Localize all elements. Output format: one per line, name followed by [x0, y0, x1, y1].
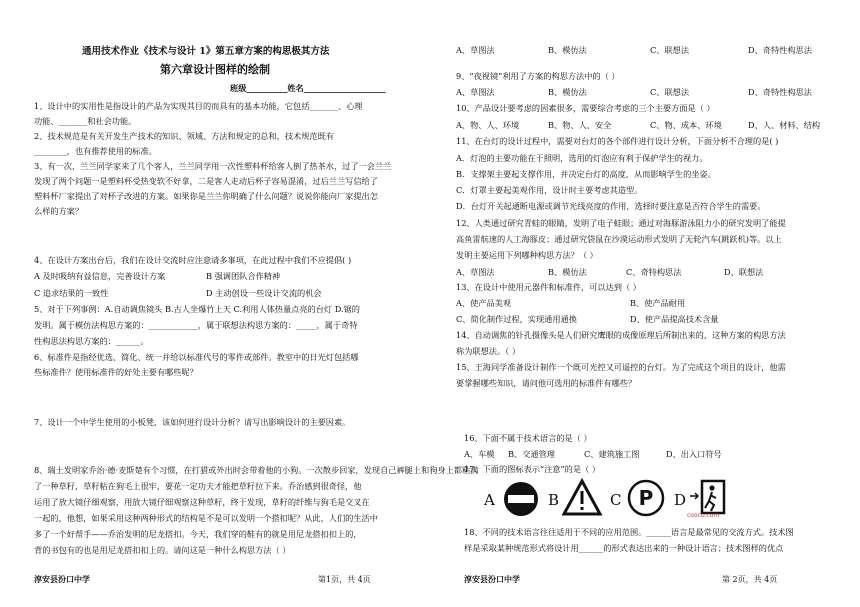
q11-option-b: B．支撑架主要起支撑作用，并决定台灯的高度，从而影响学生的坐姿。 — [456, 169, 716, 179]
q12-line-2: 高鱼雷航速的人工海豚皮；通过研究袋鼠在沙漠运动形式发明了无轮汽车(跳跃机)等。以上 — [456, 234, 782, 244]
q9-option-c: C、联想法 — [650, 87, 690, 97]
q9-option-d: D、奇特性构思法 — [748, 87, 812, 97]
q10-option-d: D、人、材料、结构 — [748, 120, 821, 130]
q12-option-b: B、模仿法 — [548, 267, 587, 277]
q8-line-4: 一起的，他想，如果采用这种两种形式的结构是不是可以发明一个搭扣呢？从此，人们的生活中 — [34, 513, 378, 523]
svg-text:P: P — [638, 486, 654, 510]
q8-line-2: 了一种草籽，草籽粘在狗毛上很牢，要花一定功夫才能把草籽拉下来。乔治感到很奇怪，他 — [34, 481, 362, 491]
q11-option-d: D．台灯开关起通断电源或调节光线亮度的作用，选择时要注意是否符合学生的需要。 — [456, 201, 766, 211]
warning-triangle-icon — [562, 478, 604, 518]
q10-option-a: A、物、人、环境 — [456, 120, 520, 130]
q4-option-a: A 及时吸纳有益信息，完善设计方案 — [34, 271, 166, 281]
q13-stem: 13、在设计中使用元器件和标准件，可以达到（ ） — [456, 282, 641, 292]
q8-line-5: 多了一个好帮手——乔治发明的尼龙搭扣。今天，我们穿的鞋有的就是用尼龙搭扣扣上的， — [34, 529, 362, 539]
q4-option-c: C 追求结果的一致性 — [34, 288, 109, 298]
q3-line-3: 塑料杯厂家提出了对杯子改进的方案。如果你是兰兰你明确了什么问题？说说你能向厂家提出怎 — [34, 191, 378, 201]
q11-option-a: A．灯泡的主要功能在于照明，选用的灯泡应有利于保护学生的视力。 — [456, 153, 708, 163]
q10-option-c: C、物、成本、环境 — [650, 120, 722, 130]
q8-line-6: 背的书包有的也是用尼龙搭扣扣上的。请问这是一种什么构思方法（ ） — [34, 545, 291, 555]
q3-line-4: 么样的方案？ — [34, 206, 84, 216]
q2-line-1: 2、技术规范是有关开发生产技术的知识、领域、方法和规定的总和，技术规范既有 — [34, 131, 334, 141]
q16-option-c: C、建筑施工图 — [584, 449, 640, 459]
q4-option-b: B 强调团队合作精神 — [206, 271, 281, 281]
q16-stem: 16、下面不属于技术语言的是（ ） — [464, 433, 592, 443]
no-entry-sign-icon — [502, 480, 544, 518]
q1-line-1: 1、设计中的实用性是指设计的产品为实现其目的而具有的基本功能，它包括_______、心理 — [34, 101, 363, 111]
q17-stem: 17、下面的图标表示“注意”的是（ ） — [464, 464, 601, 474]
q9-option-a: A、草图法 — [456, 87, 495, 97]
q12-line-3: 发明主要运用下列哪种构思方法？（ ） — [456, 250, 598, 260]
symbol-label-a: A — [484, 491, 495, 509]
q14-line-2: 称为联想法。（ ） — [456, 346, 521, 356]
q16-option-b: B、交通管理 — [508, 449, 555, 459]
q13-option-c: C、简化制作过程，实现通用通换 — [456, 314, 577, 324]
q12-option-c: C、奇特构思法 — [626, 267, 682, 277]
q8-option-d: D、奇特性构思法 — [748, 45, 812, 55]
parking-sign-icon — [626, 478, 668, 518]
q3-line-1: 3、有一次，兰兰同学家来了几个客人，兰兰同学用一次性塑料杯给客人倒了热茶水，过了一会兰兰 — [34, 161, 392, 171]
chapter-title: 第六章设计图样的绘制 — [160, 63, 270, 76]
q15-line-2: 要掌握哪些知识，请问他可选用的标准件有哪些？ — [456, 378, 637, 388]
footer-page-number: 第 2页，共 4页 — [722, 575, 778, 584]
q5-line-3: 性构思法构思方案的：______。 — [34, 336, 149, 346]
q8-option-c: C、联想法 — [650, 45, 690, 55]
q2-line-2: ________，也有推荐使用的标准。 — [34, 146, 157, 156]
q1-line-2: 功能、_______和社会功能。 — [34, 116, 137, 126]
q8-option-a: A、草图法 — [456, 45, 495, 55]
q10-option-b: B、物、人、安全 — [548, 120, 612, 130]
q16-option-a: A、车模 — [464, 449, 495, 459]
q18-line-1: 18、不同的技术语言往往适用于不同的应用范围。______语言是最常见的交流方式。技术图 — [464, 527, 794, 537]
q13-option-b: B、使产品耐用 — [630, 298, 686, 308]
symbol-label-c: C — [610, 491, 622, 509]
q12-option-d: D、联想法 — [724, 267, 764, 277]
footer-school: 淳安县汾口中学 — [34, 575, 90, 584]
page-2 — [430, 0, 860, 607]
footer-school: 淳安县汾口中学 — [464, 575, 520, 584]
q12-option-a: A、草图法 — [456, 267, 495, 277]
q16-option-d: D、出入口符号 — [666, 449, 722, 459]
q3-line-2: 发现了两个问题一是塑料杯受热变软不好拿，二是客人走动后杯子容易混淆，过后兰兰写信给了 — [34, 176, 378, 186]
q15-line-1: 15、王海同学准备设计制作一个既可光控又可遥控的台灯。为了完成这个项目的设计，他需 — [456, 362, 786, 372]
q12-line-1: 12、人类通过研究青蛙的眼睛，发明了电子蛙眼；通过对海豚游泳阻力小的研究发明了能提 — [456, 218, 786, 228]
q9-stem: 9、“夜视镜”利用了方案的构思方法中的（ ） — [456, 71, 620, 81]
page-title: 通用技术作业《技术与设计 1》第五章方案的构思极其方法 — [82, 46, 330, 57]
symbol-label-d: D — [674, 491, 687, 509]
symbol-label-b: B — [548, 491, 560, 509]
q11-option-c: C．灯罩主要起美观作用，设计时主要考虑其造型。 — [456, 185, 643, 195]
q8-option-b: B、模仿法 — [548, 45, 587, 55]
q6-line-1: 6、标准件是指经优选、简化、统一并给以标准代号的零件或部件。教室中的日光灯包括哪 — [34, 352, 359, 362]
q6-line-2: 些标准件？使用标准件的好处主要有哪些呢？ — [34, 367, 198, 377]
footer-page-number: 第1页，共 4页 — [318, 575, 371, 584]
q5-line-1: 5、对于下列事例：A.自动调焦镜头 B.古人坐爆竹上天 C.利用人体热量点亮的台灯 D.锯的 — [34, 304, 360, 314]
watermark: cooco.com — [687, 512, 720, 519]
q5-line-2: 发明。属于模仿法构思方案的：____________，属于联想法构思方案的：_____，属于奇特 — [34, 320, 358, 330]
q8-line-3: 运用了放大镜仔细观察，用放大镜仔细观察这种草籽，终于发现，草籽的纤维与狗毛是交叉在 — [34, 497, 370, 507]
class-name-line: 班级__________姓名____________________ — [230, 83, 386, 93]
q8-line-1: 8、瑞士发明家乔治·德·麦斯楚有个习惯，在打猎或外出时会带着他的小狗。一次散步回家，发现自己裤腿上和狗身上都粘满 — [34, 465, 479, 475]
q4-stem: 4、在设计方案出台后，我们在设计交流时应注意请多事项，在此过程中我们不应提倡( ) — [34, 255, 352, 265]
q7-stem: 7、设计一个中学生使用的小板凳，该如何进行设计分析？请写出影响设计的主要因素。 — [34, 417, 351, 427]
q4-option-d: D 主动创设一些设计交流的机会 — [206, 288, 322, 298]
q18-line-2: 样是采取某种规范形式将设计用______的形式表达出来的一种设计语言；技术图样的优点 — [464, 543, 784, 553]
q11-stem: 11、在台灯的设计过程中，需要对台灯的各个部件进行设计分析，下面分析不合理的是( ) — [456, 136, 779, 146]
q10-stem: 10、产品设计要考虑的因素很多，需要综合考虑的三个主要方面是（ ） — [456, 103, 715, 113]
q9-option-b: B、模仿法 — [548, 87, 587, 97]
q14-line-1: 14、自动调焦的针孔摄像头是人们研究鹰眼的成像原理后所制出来的，这种方案的构思方法 — [456, 330, 786, 340]
q13-option-d: D、使产品提高技术含量 — [630, 314, 719, 324]
q13-option-a: A、使产品美观 — [456, 298, 512, 308]
